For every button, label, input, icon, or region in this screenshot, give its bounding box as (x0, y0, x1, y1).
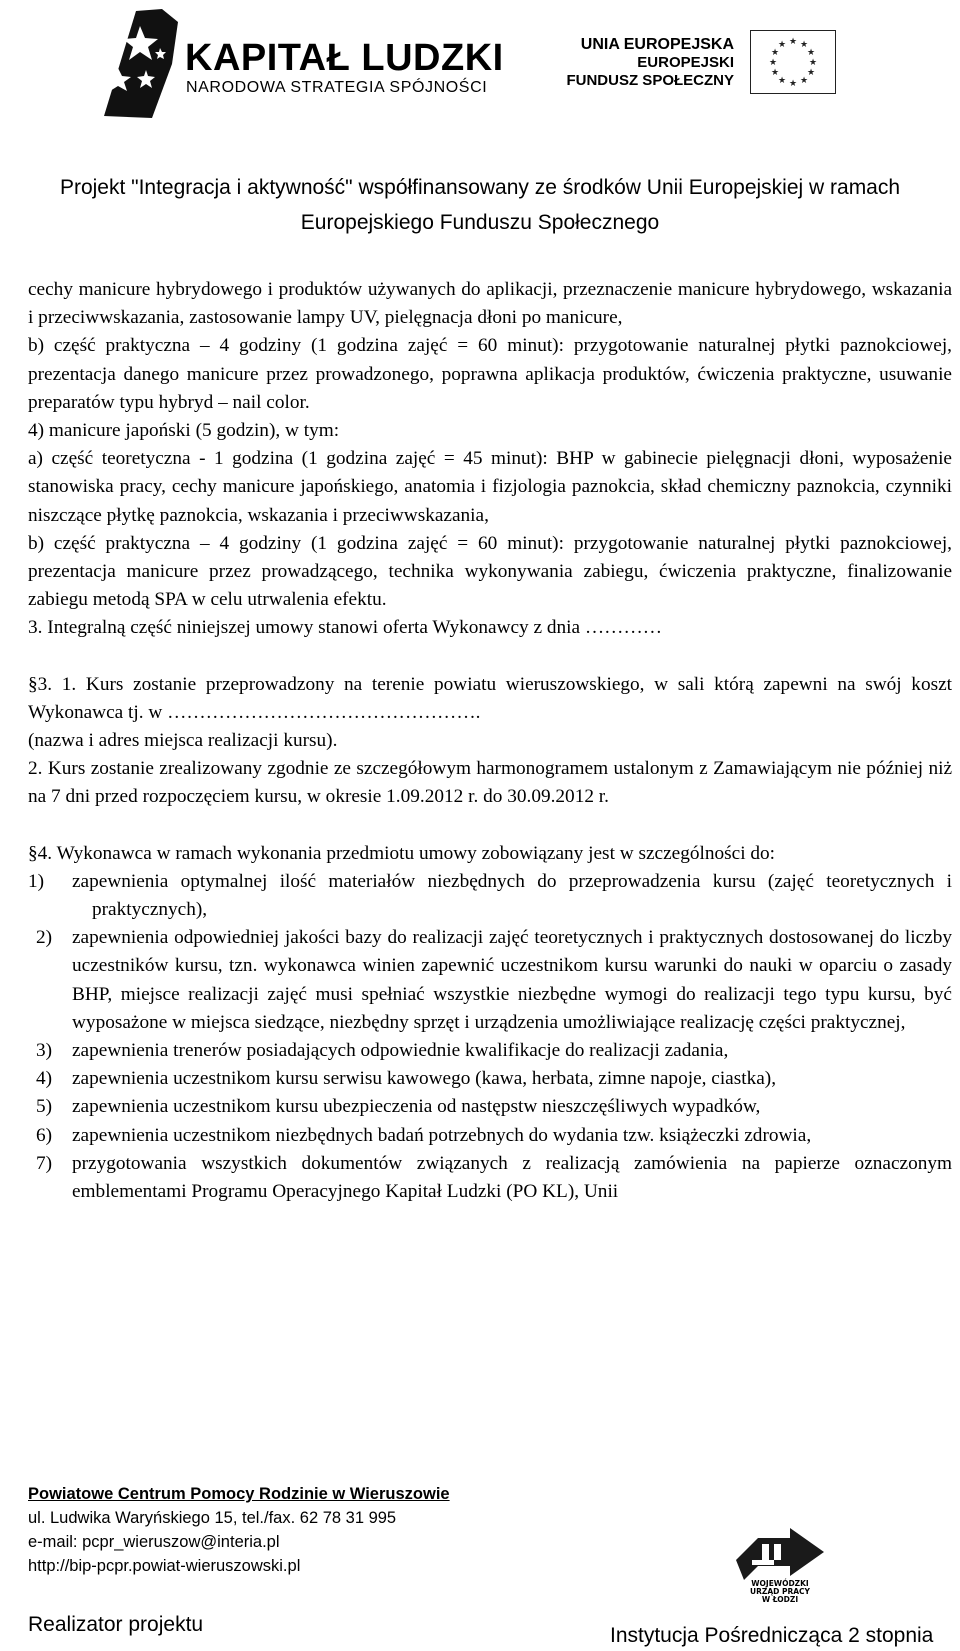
svg-text:★: ★ (777, 76, 787, 86)
list-item-number: 5) (36, 1096, 53, 1118)
svg-text:★: ★ (806, 68, 816, 78)
list-item-text: zapewnienia trenerów posiadających odpowiednie kwalifikacje do realizacji zadania, (72, 1040, 729, 1062)
list-item (28, 1093, 952, 1121)
list-item (28, 1150, 952, 1206)
kapital-ludzki-subtitle: NARODOWA STRATEGIA SPÓJNOŚCI (186, 79, 488, 96)
svg-text:★: ★ (777, 40, 787, 50)
list-item-text: zapewnienia optymalnej ilość materiałów niezbędnych do przeprowadzenia kursu (zajęć teoretycznych i praktycznych), (72, 870, 952, 921)
svg-text:★: ★ (768, 58, 778, 68)
project-title-line-2: Europejskiego Funduszu Społecznego (300, 211, 660, 234)
list-item-text: zapewnienia uczestnikom kursu ubezpieczenia od następstw nieszczęśliwych wypadków, (72, 1096, 761, 1118)
list-item (28, 924, 952, 1037)
instytucja-label: Instytucja Pośrednicząca 2 stopnia (610, 1624, 934, 1647)
paragraph-6: 3. Integralną część niniejszej umowy stanowi oferta Wykonawcy z dnia ………… (28, 617, 663, 639)
list-item (28, 1037, 952, 1065)
svg-text:★: ★ (806, 48, 816, 58)
list-item-text: przygotowania wszystkich dokumentów związanych z realizacją zamówienia na papierze oznaczonym emblementami Programu Operacyjnego Kapitał Ludzki (PO KL), Unii (72, 1152, 952, 1203)
list-item (28, 1122, 952, 1150)
project-title-line-1: Projekt "Integracja i aktywność" współfinansowany ze środków Unii Europejskiej w ramach (59, 176, 901, 199)
footer-contact (28, 1482, 450, 1578)
list-item-number: 7) (36, 1152, 53, 1174)
eu-flag-icon (750, 30, 836, 99)
list-item-text: zapewnienia uczestnikom niezbędnych badań potrzebnych do wydania tzw. książeczki zdrowia, (72, 1124, 812, 1146)
list-item-number: 3) (36, 1040, 53, 1062)
list-item-number: 2) (36, 927, 53, 949)
svg-text:★: ★ (799, 40, 809, 50)
paragraph-5: b) część praktyczna – 4 godziny (1 godzina zajęć = 60 minut): przygotowanie naturalnej płytki paznokciowej, prezentacja manicure przez prowadzącego, technika wykonywania zabiegu, ćwiczenia praktyczne, finalizowanie zabiegu metodą SPA w celu utrwalenia efektu. (28, 532, 952, 611)
footer-email: e-mail: pcpr_wieruszow@interia.pl (28, 1533, 280, 1551)
wup-logo-line-3: W ŁODZI (761, 1595, 799, 1604)
paragraph-2: b) część praktyczna – 4 godziny (1 godzina zajęć = 60 minut): przygotowanie naturalnej płytki paznokciowej, prezentacja danego manicure przez prowadzonego, poprawna aplikacja produktów, ćwiczenia praktyczne, usuwanie preparatów typu hybryd – nail color. (28, 335, 952, 413)
paragraph-3: 4) manicure japoński (5 godzin), w tym: (28, 420, 340, 442)
svg-text:★: ★ (770, 48, 780, 58)
svg-text:★: ★ (788, 37, 798, 47)
paragraph-7: §3. 1. Kurs zostanie przeprowadzony na terenie powiatu wieruszowskiego, w sali którą zapewni na swój koszt Wykonawca tj. w …………………………………………. (28, 673, 952, 723)
list-item-number: 1) (28, 870, 45, 892)
svg-text:★: ★ (799, 76, 809, 86)
eu-line-1: UNIA EUROPEJSKA (580, 36, 734, 53)
footer-organization: Powiatowe Centrum Pomocy Rodzinie w Wieruszowie (28, 1485, 450, 1503)
paragraph-4: a) część teoretyczna - 1 godzina (1 godzina zajęć = 45 minut): BHP w gabinecie pielęgnacji dłoni, wyposażenie stanowiska pracy, cechy manicure japońskiego, anatomia i fizjologia paznokcia, skład chemiczny paznokcia, czynniki niszczące płytkę paznokcia, wskazania i przeciwwskazania, (28, 448, 952, 526)
paragraph-1: cechy manicure hybrydowego i produktów używanych do aplikacji, przeznaczenie manicure hybrydowego, wskazania i przeciwwskazania, zastosowanie lampy UV, pielęgnacja dłoni po manicure, (28, 279, 952, 329)
eu-line-3: FUNDUSZ SPOŁECZNY (566, 72, 734, 89)
svg-text:★: ★ (770, 68, 780, 78)
realizator-label: Realizator projektu (28, 1613, 204, 1636)
list-item-text: zapewnienia uczestnikom kursu serwisu kawowego (kawa, herbata, zimne napoje, ciastka), (72, 1068, 777, 1090)
kapital-ludzki-title: KAPITAŁ LUDZKI (185, 37, 504, 79)
list-item-number: 4) (36, 1068, 53, 1090)
list-item (28, 868, 952, 924)
list-item (28, 1065, 952, 1093)
wup-logo-line-2: URZĄD PRACY (750, 1587, 810, 1596)
footer-url: http://bip-pcpr.powiat-wieruszowski.pl (28, 1557, 301, 1575)
footer-address: ul. Ludwika Waryńskiego 15, tel./fax. 62 78 31 995 (28, 1509, 397, 1527)
document-body (28, 276, 952, 1206)
eu-line-2: EUROPEJSKI (637, 54, 734, 71)
wup-logo-line-1: WOJEWÓDZKI (751, 1579, 809, 1588)
paragraph-9: 2. Kurs zostanie zrealizowany zgodnie ze szczegółowym harmonogramem ustalonym z Zamawiającym nie później niż na 7 dni przed rozpoczęciem kursu, w okresie 1.09.2012 r. do 30.09.2012 r. (28, 758, 952, 808)
list-item-number: 6) (36, 1124, 53, 1146)
kapital-ludzki-logo-icon (100, 8, 182, 125)
svg-text:★: ★ (808, 58, 818, 68)
eu-logo-text (566, 36, 734, 90)
paragraph-10: §4. Wykonawca w ramach wykonania przedmiotu umowy zobowiązany jest w szczególności do: (28, 842, 776, 864)
svg-text:★: ★ (788, 79, 798, 89)
project-title (0, 170, 960, 240)
paragraph-8: (nazwa i adres miejsca realizacji kursu). (28, 730, 338, 752)
list-item-text: zapewnienia odpowiedniej jakości bazy do realizacji zajęć teoretycznych i praktycznych dostosowanej do liczby uczestników kursu, tzn. wykonawca winien zapewnić uczestnikom kursu warunki do nauki w oparciu o zasady BHP, miejsce realizacji zajęć musi spełniać wszystkie niezbędne wymogi do realizacji tego typu kursu, być wyposażone w miejsca siedzące, niezbędny sprzęt i urządzenia umożliwiające realizację części praktycznej, (72, 927, 952, 1033)
wup-logo-icon (728, 1522, 838, 1609)
